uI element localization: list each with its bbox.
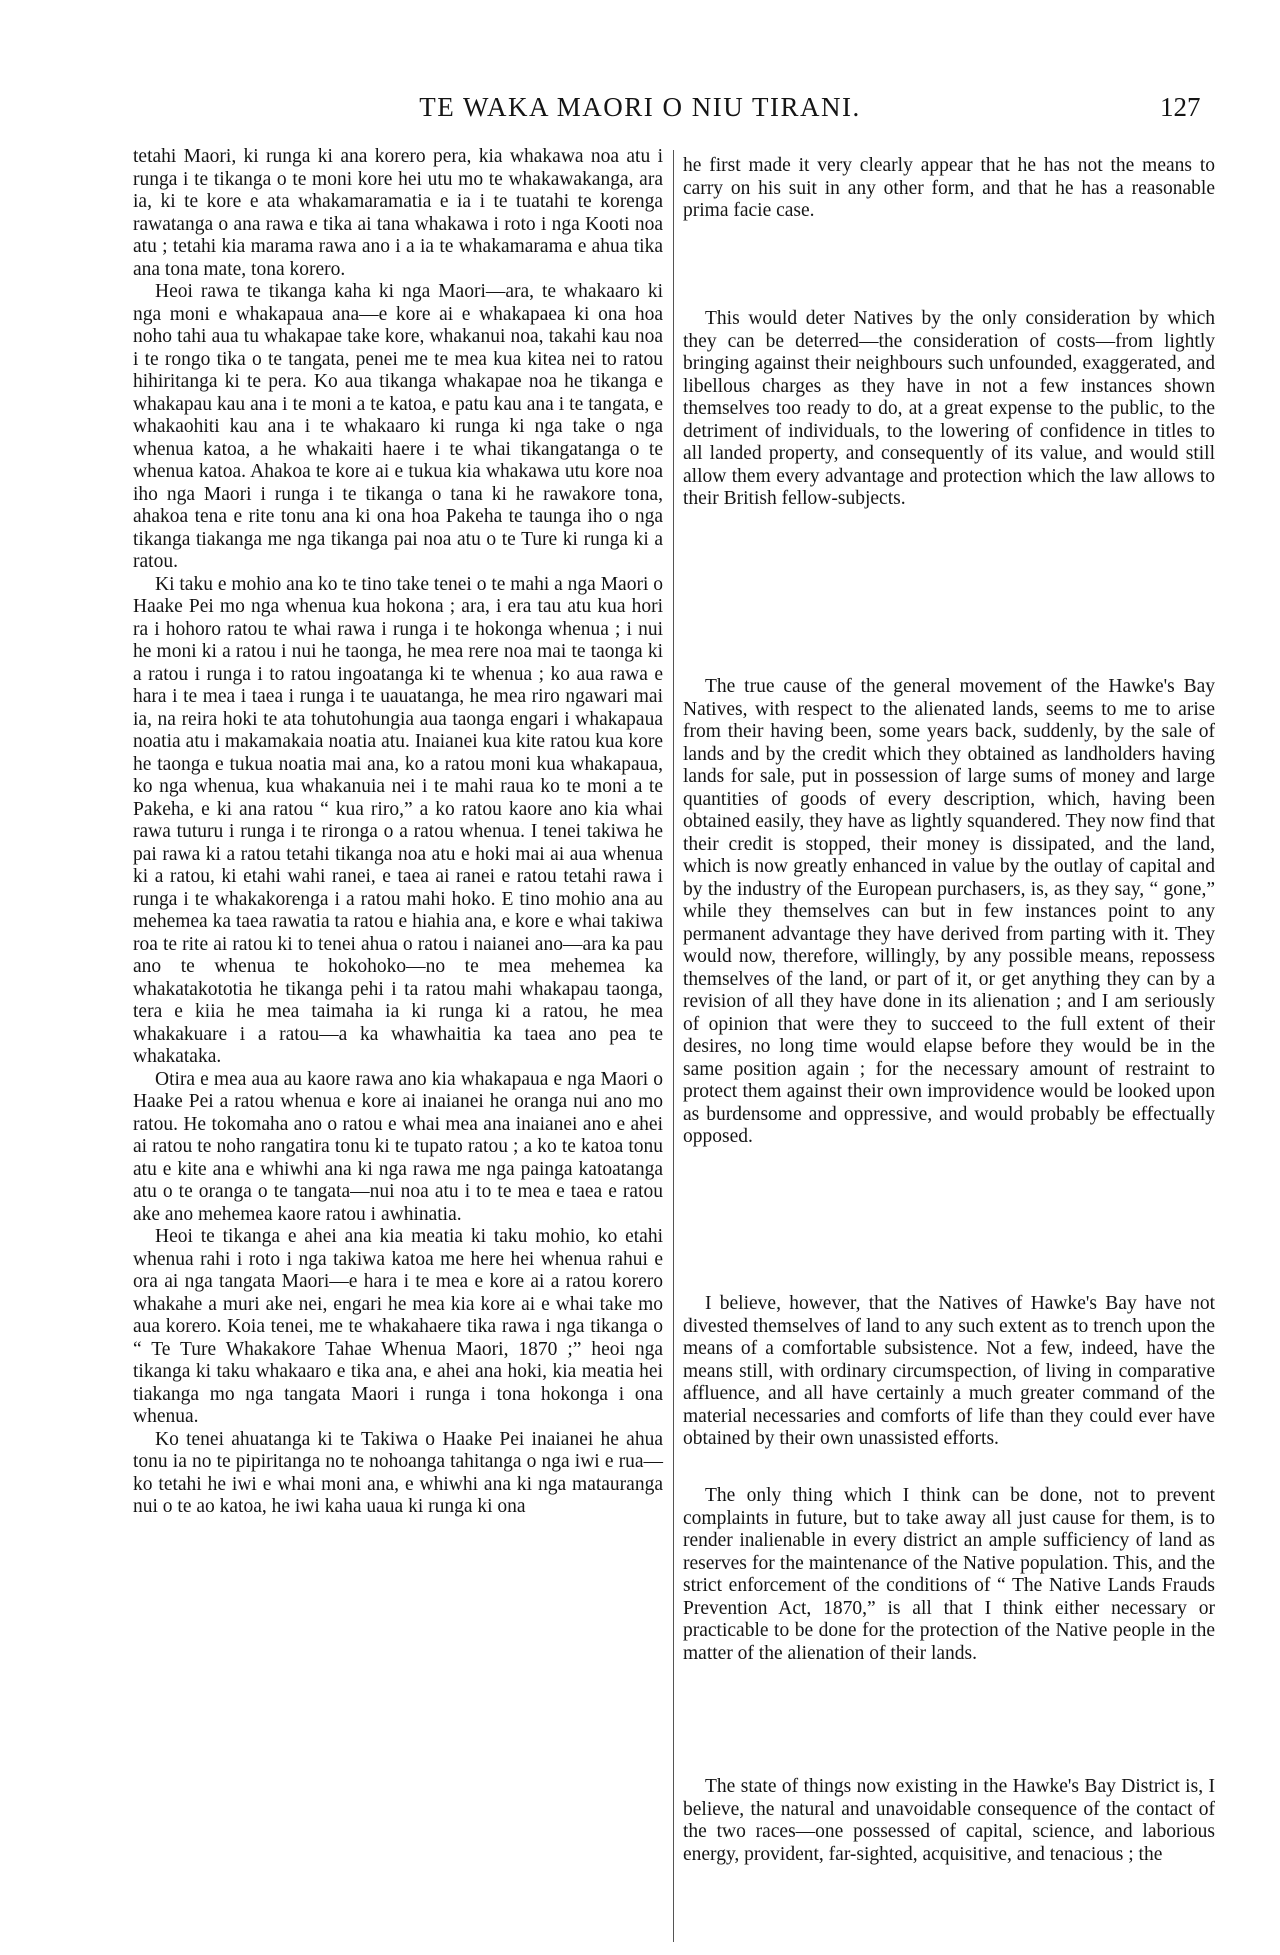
maori-paragraph: Heoi rawa te tikanga kaha ki nga Maori—ara, te whakaaro ki nga moni e whakapaua ana—e kore ai e whakapaea ki ona hoa noho tahi aua tu whakapae take kore, whakanui noa, takahi kau noa i te rongo tika o te tangata, penei me te mea kua kitea nei to ratou hihiritanga ki te pera. Ko aua tikanga whakapae noa he tikanga e whakapau kau ana i te moni a te katoa, e patu kau ana i te tangata, e whakaohiti kau ana i te whakaaro ki runga ki nga take o nga whenua katoa, a he whakaiti haere i te whai tikangatanga o te whenua katoa. Ahakoa te kore ai e tukua kia whakawa utu kore noa iho nga Maori i runga i te tikanga o tana ki he rawakore tona, ahakoa tena e rite tonu ana ki ona hoa Pakeha te taunga iho o nga tikanga tiakanga me nga tikanga pai noa atu o te Ture ki runga ki a ratou. — [133, 281, 663, 572]
maori-paragraph: Ko tenei ahuatanga ki te Takiwa o Haake Pei inaianei he ahua tonu ia no te pipiritanga no te nohoanga tahitanga o nga iwi e rua—ko tetahi he iwi e whai moni ana, e whiwhi ana ki nga matauranga nui o te ao katoa, he iwi kaha uaua ki runga ki ona — [133, 1428, 663, 1517]
english-paragraph: The true cause of the general movement of the Hawke's Bay Natives, with respect to the alienated lands, seems to me to arise from their having been, some years back, suddenly, by the sale of lands and by the credit which they obtained as landholders having lands for sale, put in possession of large sums of money and large quantities of goods of every description, which, having been obtained easily, they have as lightly squandered. They now find that their credit is stopped, their money is dissipated, and the land, which is now greatly enhanced in value by the outlay of capital and by the industry of the European purchasers, is, as they say, “ gone,” while they themselves can but in few instances point to any permanent advantage they have derived from parting with it. They would now, therefore, willingly, by any possible means, repossess themselves of the land, or part of it, or get anything they can by a revision of all they have done in its alienation ; and I am seriously of opinion that were they to succeed to the full extent of their desires, no long time would elapse before they would be in the same position again ; for the necessary amount of restraint to protect them against their own improvidence would be looked upon as burdensome and oppressive, and would probably be effectually opposed. — [683, 676, 1215, 1147]
english-paragraph: The only thing which I think can be done, not to prevent complaints in future, but to take away all just cause for them, is to render inalienable in every district an ample sufficiency of land as reserves for the maintenance of the Native population. This, and the strict enforcement of the conditions of “ The Native Lands Frauds Prevention Act, 1870,” is all that I think either necessary or practicable to be done for the protection of the Native people in the matter of the alienation of their lands. — [683, 1485, 1215, 1664]
column-divider — [673, 150, 674, 1942]
maori-paragraph: Otira e mea aua au kaore rawa ano kia whakapaua e nga Maori o Haake Pei a ratou whenua e kore ai inaianei he oranga nui ano mo ratou. He tokomaha ano o ratou e whai mea ana inaianei ano e ahei ai ratou te noho rangatira tonu ki te tupato ratou ; a ko te katoa tonu atu e kite ana e whiwhi ana ki nga rawa me nga painga katoatanga atu o te oranga o te tangata—nui noa atu i to te mea e taea e ratou ake ano mehemea kaore ratou i awhinatia. — [133, 1068, 663, 1225]
english-paragraph: I believe, however, that the Natives of Hawke's Bay have not divested themselves of land to any such extent as to trench upon the means of a comfortable subsistence. Not a few, indeed, have the means still, with ordinary circumspection, of living in comparative affluence, and all have certainly a much greater command of the material necessaries and comforts of life than they could ever have obtained by their own unassisted efforts. — [683, 1293, 1215, 1449]
page-number: 127 — [1160, 92, 1201, 122]
english-paragraph: he first made it very clearly appear that he has not the means to carry on his suit in any other form, and that he has a reasonable prima facie case. — [683, 155, 1215, 221]
maori-paragraph: tetahi Maori, ki runga ki ana korero pera, kia whakawa noa atu i runga i te tikanga o te moni kore hei utu mo te whakawakanga, ara ia, ki te kore e ata whakamaramatia e ia i te tuatahi te korenga rawatanga o ana rawa e tika ai tana whakawa i roto i nga Kooti noa atu ; tetahi kia marama rawa ano i a ia te whakamarama e ahua tika ana tona mate, tona korero. — [133, 146, 663, 280]
english-paragraph: This would deter Natives by the only consideration by which they can be deterred—the consideration of costs—from lightly bringing against their neighbours such unfounded, exaggerated, and libellous charges as they have in not a few instances shown themselves too ready to do, at a great expense to the public, to the detriment of individuals, to the lowering of confidence in titles to all landed property, and consequently of its value, and would still allow them every advantage and protection which the law allows to their British fellow-subjects. — [683, 308, 1215, 509]
english-paragraph: The state of things now existing in the Hawke's Bay District is, I believe, the natural and unavoidable consequence of the contact of the two races—one possessed of capital, science, and laborious energy, provident, far-sighted, acquisitive, and tenacious ; the — [683, 1776, 1215, 1865]
maori-paragraph: Heoi te tikanga e ahei ana kia meatia ki taku mohio, ko etahi whenua rahi i roto i nga takiwa katoa me here hei whenua rahui e ora ai nga tangata Maori—e hara i te mea e kore ai a ratou korero whakahe a muri ake nei, engari he mea kia kore ai e whai take mo aua korero. Koia tenei, me te whakahaere tika rawa i nga tikanga o “ Te Ture Whakakore Tahae Whenua Maori, 1870 ;” heoi nga tikanga ki taku whakaaro e tika ana, e ahei ana hoki, kia meatia hei tiakanga mo nga tangata Maori i runga i tona hokonga i ona whenua. — [133, 1226, 663, 1427]
maori-paragraph: Ki taku e mohio ana ko te tino take tenei o te mahi a nga Maori o Haake Pei mo nga whenua kua hokona ; ara, i era tau atu kua hori ra i hohoro ratou te whai rawa i runga i te hokonga whenua ; i nui he moni ki a ratou i nui he taonga, he mea rere noa mai te taonga ki a ratou i runga i to ratou ingoatanga ki te whenua ; ko aua rawa e hara i te mea i taea i runga i te uauatanga, he mea riro ngawari mai ia, na reira hoki te ata tohutohungia aua taonga engari i whakapaua noatia atu i makamakaia noatia atu. Inaianei kua kite ratou kua kore he taonga e tukua noatia mai ana, ko a ratou moni kua whakapaua, ko nga whenua, kua whakanuia nei i te mahi raua ko te moni a te Pakeha, e ki ana ratou “ kua riro,” a ko ratou kaore ano kia whai rawa tuturu i runga i te rironga o a ratou whenua. I tenei takiwa he pai rawa ki a ratou tetahi tikanga noa atu e hoki mai ai aua whenua ki a ratou, ki etahi wahi ranei, e taea ai ranei e ratou tetahi rawa i runga i te whakakorenga i a ratou mahi hoko. E tino mohio ana au mehemea ka taea rawatia ta ratou e hiahia ana, e kore e whai takiwa roa te rite ai ratou ki to tenei ahua o ratou i naianei ano—ara ka pau ano te whenua te hokohoko—no te mea mehemea ka whakatakototia he tikanga pehi i ta ratou mahi whakapau taonga, tera e kiia he mea taimaha ia ki runga ki a ratou, he mea whakakuare i a ratou—a ka whawhaitia ka taea ano pea te whakataka. — [133, 573, 663, 1067]
page-header-title: TE WAKA MAORI O NIU TIRANI. — [419, 92, 861, 122]
left-column-maori-text — [133, 146, 663, 1519]
